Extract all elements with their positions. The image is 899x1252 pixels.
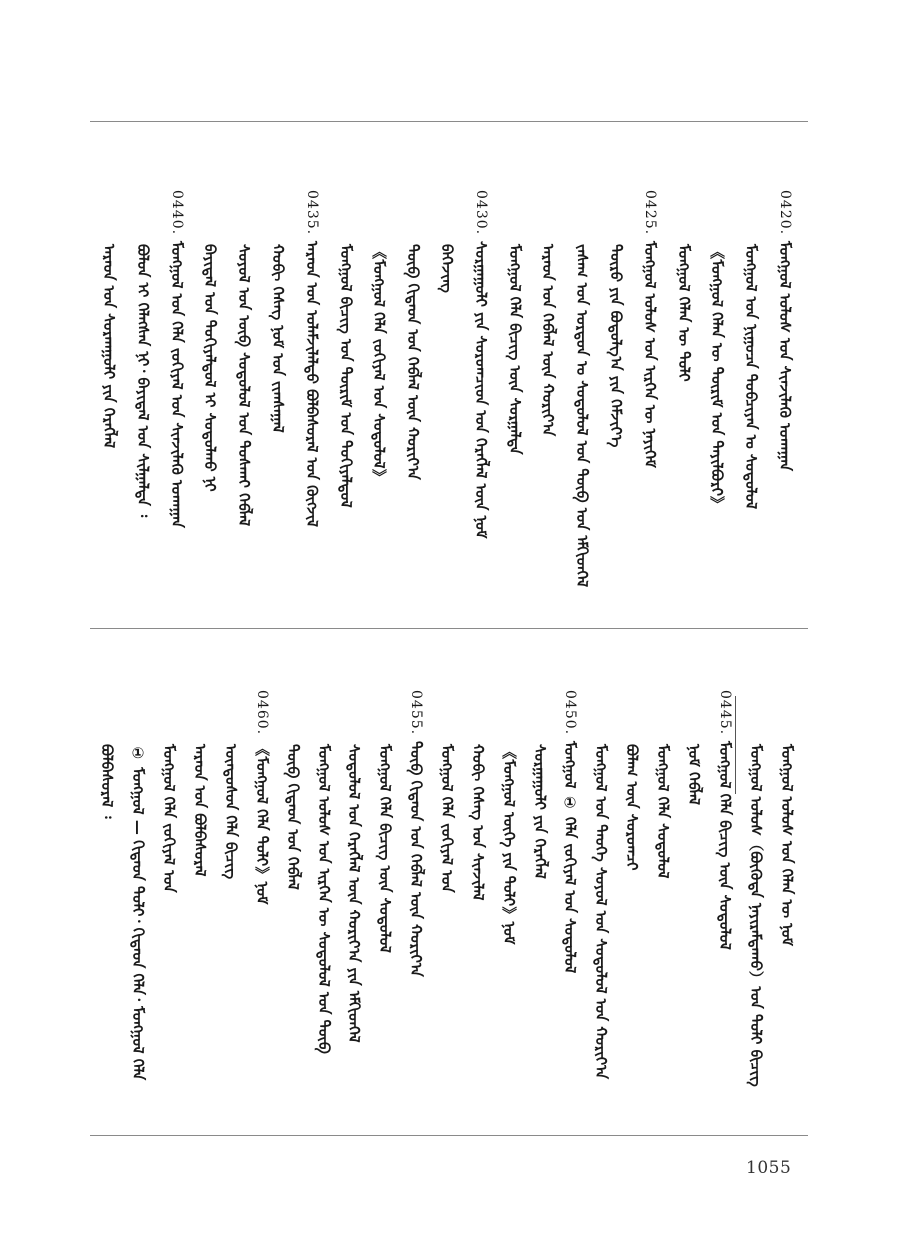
- text-column: [437, 244, 457, 293]
- column-text: ᠲᠥᠪ ᠬᠢᠲᠠᠳ ᠤᠨ ᠬᠡᠪᠯᠡᠯ ᠦᠨ ᠬᠣᠷᠢᠶ᠎ᠠ: [407, 741, 425, 977]
- column-text: ᠲᠥᠷᠥ ᠶᠢᠨ ᠪᠣᠳᠣᠯᠭ᠎ᠠ ᠶᠢᠨ ᠬᠡᠮᠵᠢᠶ᠎ᠡ: [607, 244, 625, 448]
- text-column: [715, 690, 735, 950]
- text-column: [622, 744, 642, 871]
- column-text: ᠬᠤᠪᠢ ᠬᠡᠰᠡᠭ ᠤᠨ ᠰᠢᠨᠵᠢᠯᠡᠯ: [469, 744, 487, 901]
- column-text: ᠠᠷᠠᠳ ᠤᠨ ᠪᠣᠯᠪᠠᠰᠤᠷᠠᠯ: [191, 744, 209, 877]
- text-column: [268, 244, 288, 433]
- column-text: ᠮᠣᠩᠭᠣᠯ ᠤᠨ ᠨᠢᠭᠤᠴᠠ ᠲᠣᠪᠴᠢᠶᠠᠨ ᠤ ᠰᠤᠳᠤᠯᠤᠯ: [742, 244, 760, 510]
- top-rule: [90, 121, 808, 122]
- column-text: ᠮᠣᠩᠭᠣᠯ ᠤᠨ ᠬᠡᠯᠡ ᠵᠣᠬᠢᠶᠠᠯ ᠤᠨ ᠰᠢᠨᠵᠢᠯᠡᠬᠦ ᠤᠬᠠᠭᠠᠨ: [168, 241, 186, 529]
- column-text: ᠵᠠᠰᠠᠭ ᠤᠨ ᠣᠷᠳᠣᠨ ᠤ ᠰᠤᠳᠤᠯᠤᠯ ᠤᠨ ᠲᠥᠪ ᠤᠨ ᠡᠮᠬᠢᠳᠬᠡᠯ: [573, 244, 591, 588]
- column-text: ᠦᠨᠳᠦᠰᠦᠨ ᠬᠡᠯᠡ ᠪᠢᠴᠢᠭ᠌: [222, 744, 240, 880]
- column-text: ᠮᠣᠩᠭᠣᠯ ᠪᠢᠴᠢᠭ᠌ ᠤᠨ ᠳᠦᠷᠢᠮ ᠤᠨ ᠲᠣᠬᠢᠶᠠᠯᠳᠤᠯ: [337, 244, 355, 508]
- text-column: [741, 244, 761, 509]
- line-number: 0430.: [473, 190, 489, 236]
- line-number: 0445.: [717, 690, 733, 736]
- text-column: [200, 244, 220, 492]
- column-text: ᠮᠣᠩᠭᠣᠯ ᠬᠡᠯᠡ ᠪᠢᠴᠢᠭ᠌ ᠦᠨ ᠰᠤᠳᠤᠯᠤᠯ: [376, 744, 394, 953]
- column-text: ᠠᠷᠠᠳ ᠤᠨ ᠰᠤᠷᠬᠠᠭᠤᠯᠢ ᠶᠢᠨ ᠬᠡᠷᠡᠭᠯᠡᠯ: [100, 244, 118, 449]
- line-number: 0460.: [254, 690, 270, 736]
- column-text: ᠠᠷᠠᠳ ᠤᠨ ᠤᠯᠠᠮᠵᠢᠯᠠᠯᠲᠤ ᠪᠣᠯᠪᠠᠰᠤᠷᠠᠯ ᠤᠨ ᠬᠥᠭᠵᠢᠯ: [303, 241, 321, 528]
- column-text: ① ᠮᠣᠩᠭᠣᠯ — ᠬᠢᠲᠠᠳ ᠲᠣᠯᠢ᠂ ᠬᠢᠲᠠᠳ ᠬᠡᠯᠡ᠂ ᠮᠣᠩᠭᠣᠯ ᠬᠡᠯᠡ: [129, 744, 147, 1081]
- text-column: [538, 244, 558, 436]
- text-column: [437, 744, 457, 893]
- column-text: ᠮᠣᠩᠭᠣᠯ ᠬᠡᠯᠡ ᠪᠢᠴᠢᠭ᠌ ᠦᠨ ᠰᠤᠷᠭᠠᠯᠲᠠ: [506, 244, 524, 455]
- text-column: [221, 744, 241, 879]
- line-number: 0440.: [169, 190, 185, 236]
- text-column: [403, 244, 423, 480]
- column-text: ᠮᠣᠩᠭᠣᠯ ᠤᠯᠤᠰ（ᠪᠦᠭᠦᠳᠡ ᠨᠠᠶᠢᠷᠠᠮᠳᠠᠬᠤ）ᠤᠨ ᠲᠣᠯᠢ ᠪᠢᠴᠢᠭ᠌: [747, 744, 765, 1087]
- text-column: [252, 690, 272, 905]
- text-column: [530, 744, 550, 879]
- column-text: ᠮᠣᠩᠭᠣᠯ ᠬᠡᠯᠡ ᠵᠣᠬᠢᠶᠠᠯ ᠤᠨ: [160, 744, 178, 893]
- line-number: 0425.: [642, 190, 658, 236]
- bottom-text-block: [92, 640, 802, 1118]
- text-column: [746, 744, 766, 1087]
- page-number: 1055: [746, 1158, 792, 1178]
- column-text: ᠪᠤᠯᠠᠭ ᠦᠨ ᠰᠤᠷᠤᠭᠴᠢ: [623, 744, 641, 871]
- text-column: [775, 190, 795, 471]
- column-text: ᠮᠣᠩᠭᠣᠯ ① ᠬᠡᠯᠡ ᠵᠣᠬᠢᠶᠠᠯ ᠤᠨ ᠰᠤᠳᠤᠯᠤᠯ: [561, 741, 579, 974]
- column-text: ᠮᠣᠩᠭᠣᠯ ᠤᠯᠤᠰ ᠤᠨ ᠬᠡᠯᠡᠨ ᠦ ᠨᠣᠮ: [778, 744, 796, 947]
- text-column: [234, 244, 254, 526]
- text-column: [640, 190, 660, 468]
- column-text: ᠮᠣᠩᠭᠣᠯ ᠤᠯᠤᠰ ᠤᠨ ᠢᠷᠭᠡᠨ ᠦ ᠰᠤᠳᠤᠯᠤᠯ ᠤᠨ ᠲᠥᠪ: [315, 744, 333, 1054]
- column-text: ᠮᠣᠩᠭᠣᠯ ᠬᠡᠯᠡ ᠰᠤᠳᠤᠯᠤᠯ: [654, 744, 672, 879]
- column-text: ᠰᠣᠶᠣᠯ ᠤᠨ ᠥᠪ ᠰᠤᠳᠤᠯᠤᠯ ᠤᠨ ᠲᠤᠰᠬᠠᠶ ᠬᠡᠪᠯᠡᠯ: [235, 244, 253, 527]
- column-text: ᠲᠥᠪ ᠬᠢᠲᠠᠳ ᠤᠨ ᠬᠡᠪᠯᠡᠯ: [284, 744, 302, 890]
- text-column: [606, 244, 626, 447]
- text-column: [159, 744, 179, 893]
- column-text: ᠮᠣᠩᠭᠣᠯ ᠤᠯᠤᠰ ᠤᠨ ᠢᠷᠭᠡᠨ ᠦ ᠨᠡᠶᠢᠭᠡᠮ: [641, 241, 659, 468]
- text-column: [505, 244, 525, 455]
- column-text: 《ᠮᠣᠩᠭᠣᠯ ᠬᠡᠯᠡ ᠵᠣᠬᠢᠶᠠᠯ ᠤᠨ ᠰᠤᠳᠤᠯᠤᠯ》: [370, 244, 388, 485]
- text-column: [133, 244, 153, 517]
- column-text: ᠮᠣᠩᠭᠣᠯ ᠤᠯᠤᠰ ᠤᠨ ᠰᠢᠨᠵᠢᠯᠡᠬᠦ ᠤᠬᠠᠭᠠᠨ: [776, 241, 794, 472]
- text-column: [336, 244, 356, 508]
- text-column: [684, 744, 704, 805]
- line-number: 0450.: [562, 690, 578, 736]
- text-column: [190, 744, 210, 877]
- text-column: [406, 690, 426, 977]
- column-text: ᠮᠣᠩᠭᠣᠯ ᠬᠡᠯᠡᠨ ᠦ ᠲᠣᠯᠢ: [675, 244, 693, 382]
- text-column: [314, 744, 334, 1054]
- line-number: 0435.: [304, 190, 320, 236]
- column-text: ᠲᠦᠪ ᠬᠢᠲᠠᠳ ᠤᠨ ᠬᠡᠪᠯᠡᠯ ᠦᠨ ᠬᠣᠷᠢᠶ᠎ᠠ: [404, 244, 422, 480]
- text-column: [777, 744, 797, 946]
- text-column: [499, 744, 519, 944]
- column-text: ᠰᠤᠷᠭᠠᠭᠤᠯᠢ ᠶᠢᠨ ᠰᠤᠷᠤᠭᠴᠢᠳ ᠤᠨ ᠬᠡᠷᠡᠭᠯᠡᠯ ᠦᠨ ᠨᠣᠮ: [472, 241, 490, 539]
- line-number: 0455.: [408, 690, 424, 736]
- column-text: ᠪᠣᠯᠤᠨ ᠢ ᠬᠡᠯᠡᠭᠰᠡᠨ ᠨᠢ᠂ ᠪᠠᠶᠢᠳᠠᠯ ᠤᠨ ᠰᠢᠯᠭᠠᠯᠲᠠ ᠄: [134, 244, 152, 518]
- text-column: [468, 744, 488, 901]
- column-text: ᠠᠷᠠᠳ ᠤᠨ ᠬᠡᠪᠯᠡᠯ ᠦᠨ ᠬᠣᠷᠢᠶ᠎ᠠ: [539, 244, 557, 437]
- text-column: [674, 244, 694, 382]
- text-column: [653, 744, 673, 878]
- text-column: [302, 190, 322, 527]
- column-text: 《ᠮᠣᠩᠭᠣᠯ ᠦᠭᠡ ᠶᠢᠨ ᠲᠣᠯᠢ》ᠨᠣᠮ: [500, 744, 518, 945]
- column-text: 《ᠮᠣᠩᠭᠣᠯ ᠬᠡᠯᠡ ᠲᠣᠯᠢ》ᠨᠣᠮ: [253, 741, 271, 905]
- text-column: [375, 744, 395, 953]
- column-text: ᠮᠣᠩᠭᠣᠯ ᠬᠡᠯᠡ ᠵᠣᠬᠢᠶᠠᠯ ᠤᠨ: [438, 744, 456, 893]
- column-text: ᠰᠤᠷᠭᠠᠭᠤᠯᠢ ᠶᠢᠨ ᠬᠡᠷᠡᠭᠯᠡᠯ: [531, 744, 549, 879]
- top-text-block: [92, 140, 802, 618]
- bottom-rule: [90, 1135, 808, 1136]
- column-text: ᠨᠣᠮ ᠬᠡᠪᠯᠡᠯ: [685, 744, 703, 805]
- text-column: [369, 244, 389, 484]
- text-column: [572, 244, 592, 587]
- column-text: ᠪᠣᠯᠪᠠᠰᠤᠷᠠᠯ ᠄: [98, 744, 116, 819]
- text-column: [99, 244, 119, 448]
- text-column: [591, 744, 611, 1079]
- column-text: ᠰᠤᠳᠤᠯᠤᠯ ᠤᠨ ᠬᠡᠷᠡᠭᠯᠡᠯ ᠦᠨ ᠬᠣᠷᠢᠶ᠎ᠠ ᠶᠢᠨ ᠡᠮᠬᠢᠳᠬᠡᠯ: [345, 744, 363, 1043]
- column-text: ᠪᠠᠶᠢᠳᠠᠯ ᠤᠨ ᠲᠣᠬᠢᠶᠠᠯᠳᠤᠯ ᠢ ᠰᠤᠳᠤᠯᠬᠤ ᠨᠢ: [201, 244, 219, 492]
- text-column: [471, 190, 491, 539]
- line-number: 0420.: [777, 190, 793, 236]
- column-text: 《ᠮᠣᠩᠭᠣᠯ ᠬᠡᠯᠡᠨ ᠦ ᠳᠦᠷᠢᠮ ᠤᠨ ᠲᠠᠶᠢᠯᠪᠤᠷᠢ》: [708, 244, 726, 512]
- text-column: [283, 744, 303, 890]
- text-column: [707, 244, 727, 511]
- text-column: [97, 744, 117, 819]
- column-text: ᠮᠣᠩᠭᠣᠯ ᠤᠨ ᠲᠡᠦᠬᠡ ᠰᠣᠶᠣᠯ ᠤᠨ ᠰᠤᠳᠤᠯᠤᠯ ᠤᠨ ᠬᠣᠷᠢᠶ᠎ᠠ: [592, 744, 610, 1080]
- column-text: ᠬᠤᠪᠢ ᠬᠡᠰᠡᠭ ᠨᠣᠮ ᠤᠨ ᠵᠢᠭᠰᠠᠭᠠᠯ: [269, 244, 287, 433]
- text-column: [167, 190, 187, 528]
- text-column: [344, 744, 364, 1043]
- column-text: ᠪᠡᠭᠡᠵᠢᠩ: [438, 244, 456, 293]
- text-column: [128, 744, 148, 1080]
- middle-rule: [90, 628, 808, 629]
- text-column: [560, 690, 580, 973]
- column-text: ᠮᠣᠩᠭᠣᠯ ᠬᠡᠯᠡ ᠪᠢᠴᠢᠭ᠌ ᠦᠨ ᠰᠤᠳᠤᠯᠤᠯ: [716, 741, 734, 950]
- footnote-separator: [735, 696, 736, 794]
